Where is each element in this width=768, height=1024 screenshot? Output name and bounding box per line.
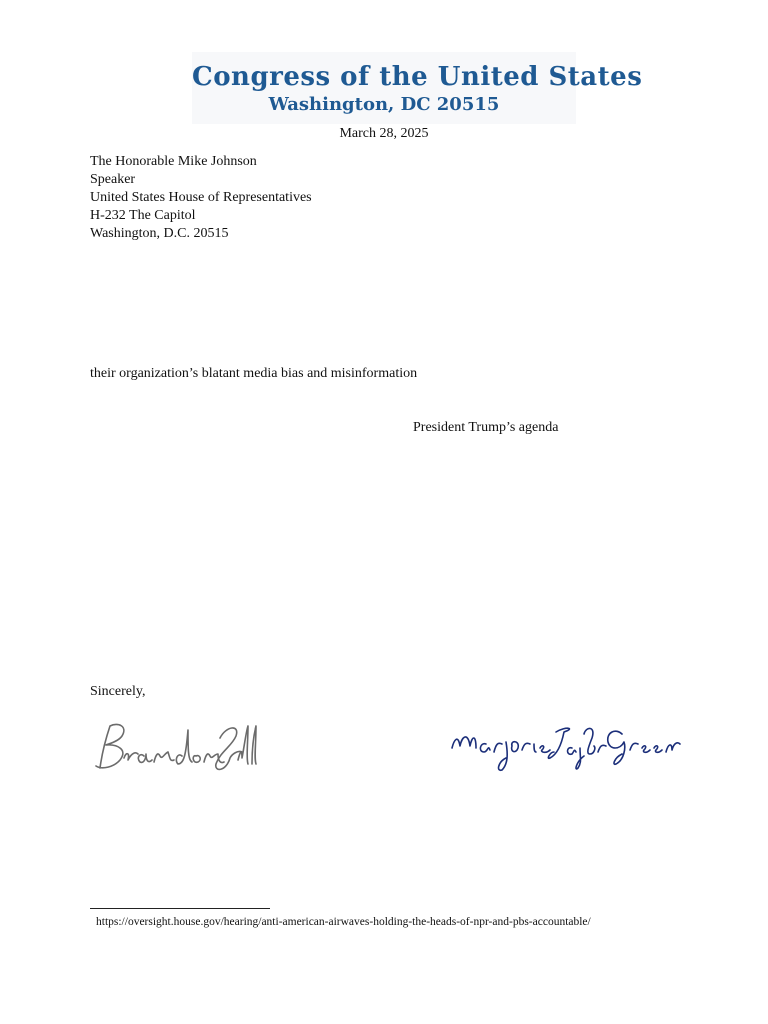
recipient-address-block	[90, 153, 312, 243]
letterhead	[192, 52, 643, 124]
letter-date: March 28, 2025	[339, 126, 429, 141]
signature-brandon-gill	[88, 718, 258, 778]
signature-marjorie-taylor-greene	[446, 718, 686, 778]
footnote-divider	[90, 908, 270, 909]
closing-salutation: Sincerely,	[90, 684, 146, 699]
body-text-fragment: their organization’s blatant media bias and misinformation	[90, 366, 418, 381]
recipient-office: H-232 The Capitol	[90, 208, 196, 223]
recipient-organization: United States House of Representatives	[90, 190, 312, 205]
recipient-title: Speaker	[90, 172, 136, 187]
letterhead-location: Washington, DC 20515	[268, 94, 500, 115]
footnote-url[interactable]: https://oversight.house.gov/hearing/anti-american-airwaves-holding-the-heads-of-npr-and-pbs-accountable/	[96, 916, 591, 928]
recipient-city: Washington, D.C. 20515	[90, 226, 229, 241]
body-text-fragment: President Trump’s agenda	[413, 420, 559, 435]
recipient-name: The Honorable Mike Johnson	[90, 154, 257, 169]
letterhead-title: Congress of the United States	[192, 62, 643, 92]
